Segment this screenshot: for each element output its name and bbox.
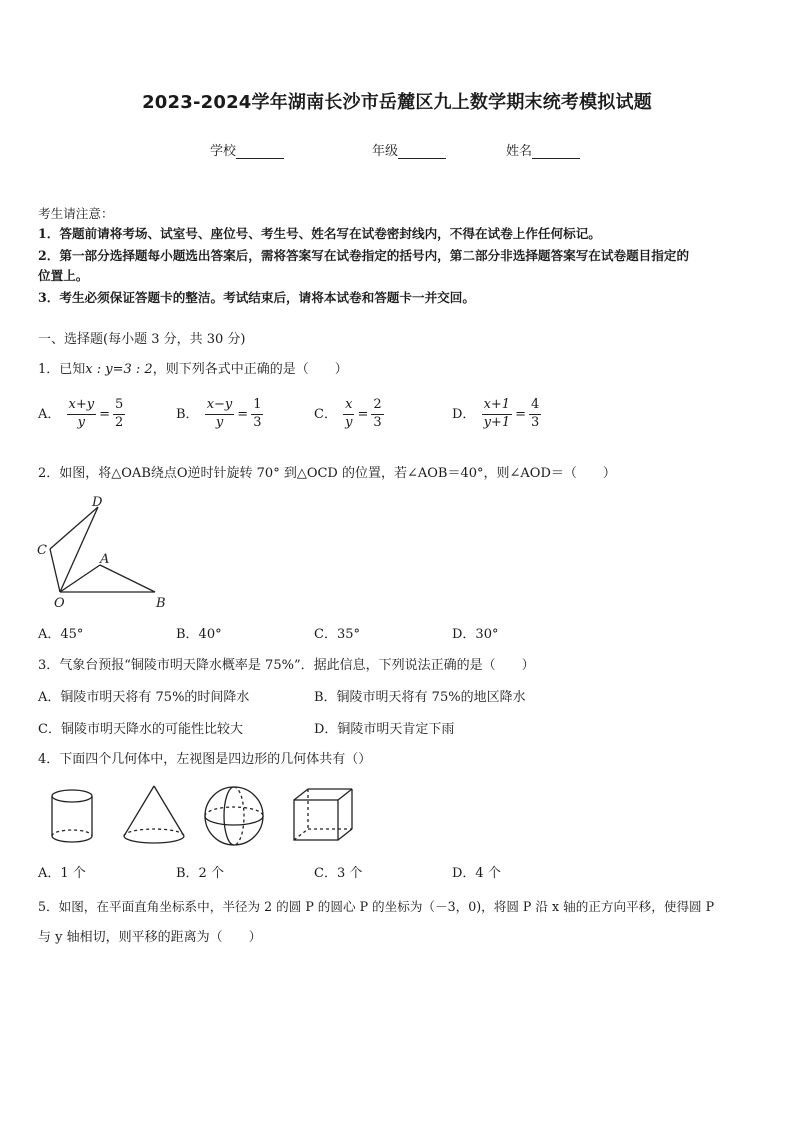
q1-option-b[interactable]: B． $\frac{x-y}{y}$ = $\frac{1}{3}$ bbox=[176, 397, 262, 430]
q2-option-d[interactable]: D．30° bbox=[452, 627, 499, 642]
section-heading: 一、选择题(每小题 3 分，共 30 分) bbox=[38, 332, 246, 347]
q1-option-c[interactable]: C． $\frac{x}{y}$ = $\frac{2}{3}$ bbox=[314, 397, 382, 430]
school-blank[interactable] bbox=[236, 144, 284, 159]
notice-item: 3．考生必须保证答题卡的整洁。考试结束后，请将本试卷和答题卡一并交回。 bbox=[38, 290, 475, 305]
question-1 bbox=[38, 358, 348, 377]
notice-item: 1．答题前请将考场、试室号、座位号、考生号、姓名写在试卷密封线内，不得在试卷上作任何标记。 bbox=[38, 226, 601, 241]
fraction: $\frac{1}{3}$ bbox=[253, 397, 262, 430]
q3-option-d[interactable]: D．铜陵市明天肯定下雨 bbox=[314, 722, 455, 737]
q2-option-b[interactable]: B．40° bbox=[176, 627, 222, 642]
question-4: 4．下面四个几何体中，左视图是四边形的几何体共有（） bbox=[38, 752, 372, 767]
q1-option-d[interactable]: D． $\frac{x+1}{y+1}$ = $\frac{4}{3}$ bbox=[452, 397, 540, 430]
question-5-line-2: 与 y 轴相切，则平移的距离为（ ） bbox=[38, 930, 262, 945]
fraction: $\frac{5}{2}$ bbox=[115, 397, 124, 430]
q1-suffix: ，则下列各式中正确的是（ ） bbox=[152, 362, 348, 377]
name-label: 姓名 bbox=[506, 144, 533, 159]
name-field bbox=[506, 140, 580, 159]
label-d: D bbox=[92, 495, 103, 510]
q1-option-a[interactable]: A． $\frac{x+y}{y}$ = $\frac{5}{2}$ bbox=[38, 397, 124, 430]
question-2: 2．如图，将△OAB绕点O逆时针旋转 70° 到△OCD 的位置，若∠AOB＝40°，则∠AOD＝（ ） bbox=[38, 466, 616, 481]
fraction: $\frac{4}{3}$ bbox=[531, 397, 540, 430]
school-field bbox=[210, 140, 284, 159]
school-label: 学校 bbox=[210, 144, 237, 159]
q4-option-c[interactable]: C．3 个 bbox=[314, 866, 363, 881]
q4-option-a[interactable]: A．1 个 bbox=[38, 866, 86, 881]
q4-option-d[interactable]: D．4 个 bbox=[452, 866, 501, 881]
cone-figure bbox=[118, 782, 190, 848]
fraction: $\frac{x-y}{y}$ bbox=[206, 397, 233, 430]
label-c: C bbox=[37, 543, 47, 558]
cylinder-figure bbox=[46, 786, 98, 848]
grade-field bbox=[372, 140, 446, 159]
fraction: $\frac{x+y}{y}$ bbox=[68, 397, 95, 430]
q2-option-c[interactable]: C．35° bbox=[314, 627, 360, 642]
cube-figure bbox=[290, 786, 356, 844]
sphere-figure bbox=[200, 784, 268, 848]
page-title: 2023-2024学年湖南长沙市岳麓区九上数学期末统考模拟试题 bbox=[142, 92, 652, 113]
q4-option-b[interactable]: B．2 个 bbox=[176, 866, 224, 881]
grade-blank[interactable] bbox=[398, 144, 446, 159]
question-3: 3．气象台预报“铜陵市明天降水概率是 75%”．据此信息，下列说法正确的是（ ） bbox=[38, 658, 535, 673]
notice-item: 位置上。 bbox=[38, 268, 89, 283]
q2-option-a[interactable]: A．45° bbox=[38, 627, 84, 642]
label-o: O bbox=[54, 596, 65, 611]
notice-heading: 考生请注意： bbox=[38, 206, 114, 221]
notice-item: 2．第一部分选择题每小题选出答案后，需将答案写在试卷指定的括号内，第二部分非选择题答案写在试卷题目指定的 bbox=[38, 248, 690, 263]
fraction: $\frac{x}{y}$ bbox=[345, 397, 353, 430]
grade-label: 年级 bbox=[372, 144, 399, 159]
label-a: A bbox=[100, 552, 110, 567]
label-b: B bbox=[156, 596, 166, 611]
question-5-line-1: 5．如图，在平面直角坐标系中，半径为 2 的圆 P 的圆心 P 的坐标为（－3，0)，将圆 P 沿 x 轴的正方向平移，使得圆 P bbox=[38, 899, 715, 914]
q3-option-b[interactable]: B．铜陵市明天将有 75%的地区降水 bbox=[314, 690, 526, 705]
q3-option-a[interactable]: A．铜陵市明天将有 75%的时间降水 bbox=[38, 690, 250, 705]
q3-option-c[interactable]: C．铜陵市明天降水的可能性比较大 bbox=[38, 722, 243, 737]
q1-prefix: 1．已知 bbox=[38, 362, 86, 377]
name-blank[interactable] bbox=[532, 144, 580, 159]
fraction: $\frac{x+1}{y+1}$ bbox=[483, 397, 511, 430]
fraction: $\frac{2}{3}$ bbox=[373, 397, 382, 430]
q1-condition: x : y=3 : 2 bbox=[85, 362, 153, 377]
q2-triangle-figure bbox=[30, 492, 180, 612]
